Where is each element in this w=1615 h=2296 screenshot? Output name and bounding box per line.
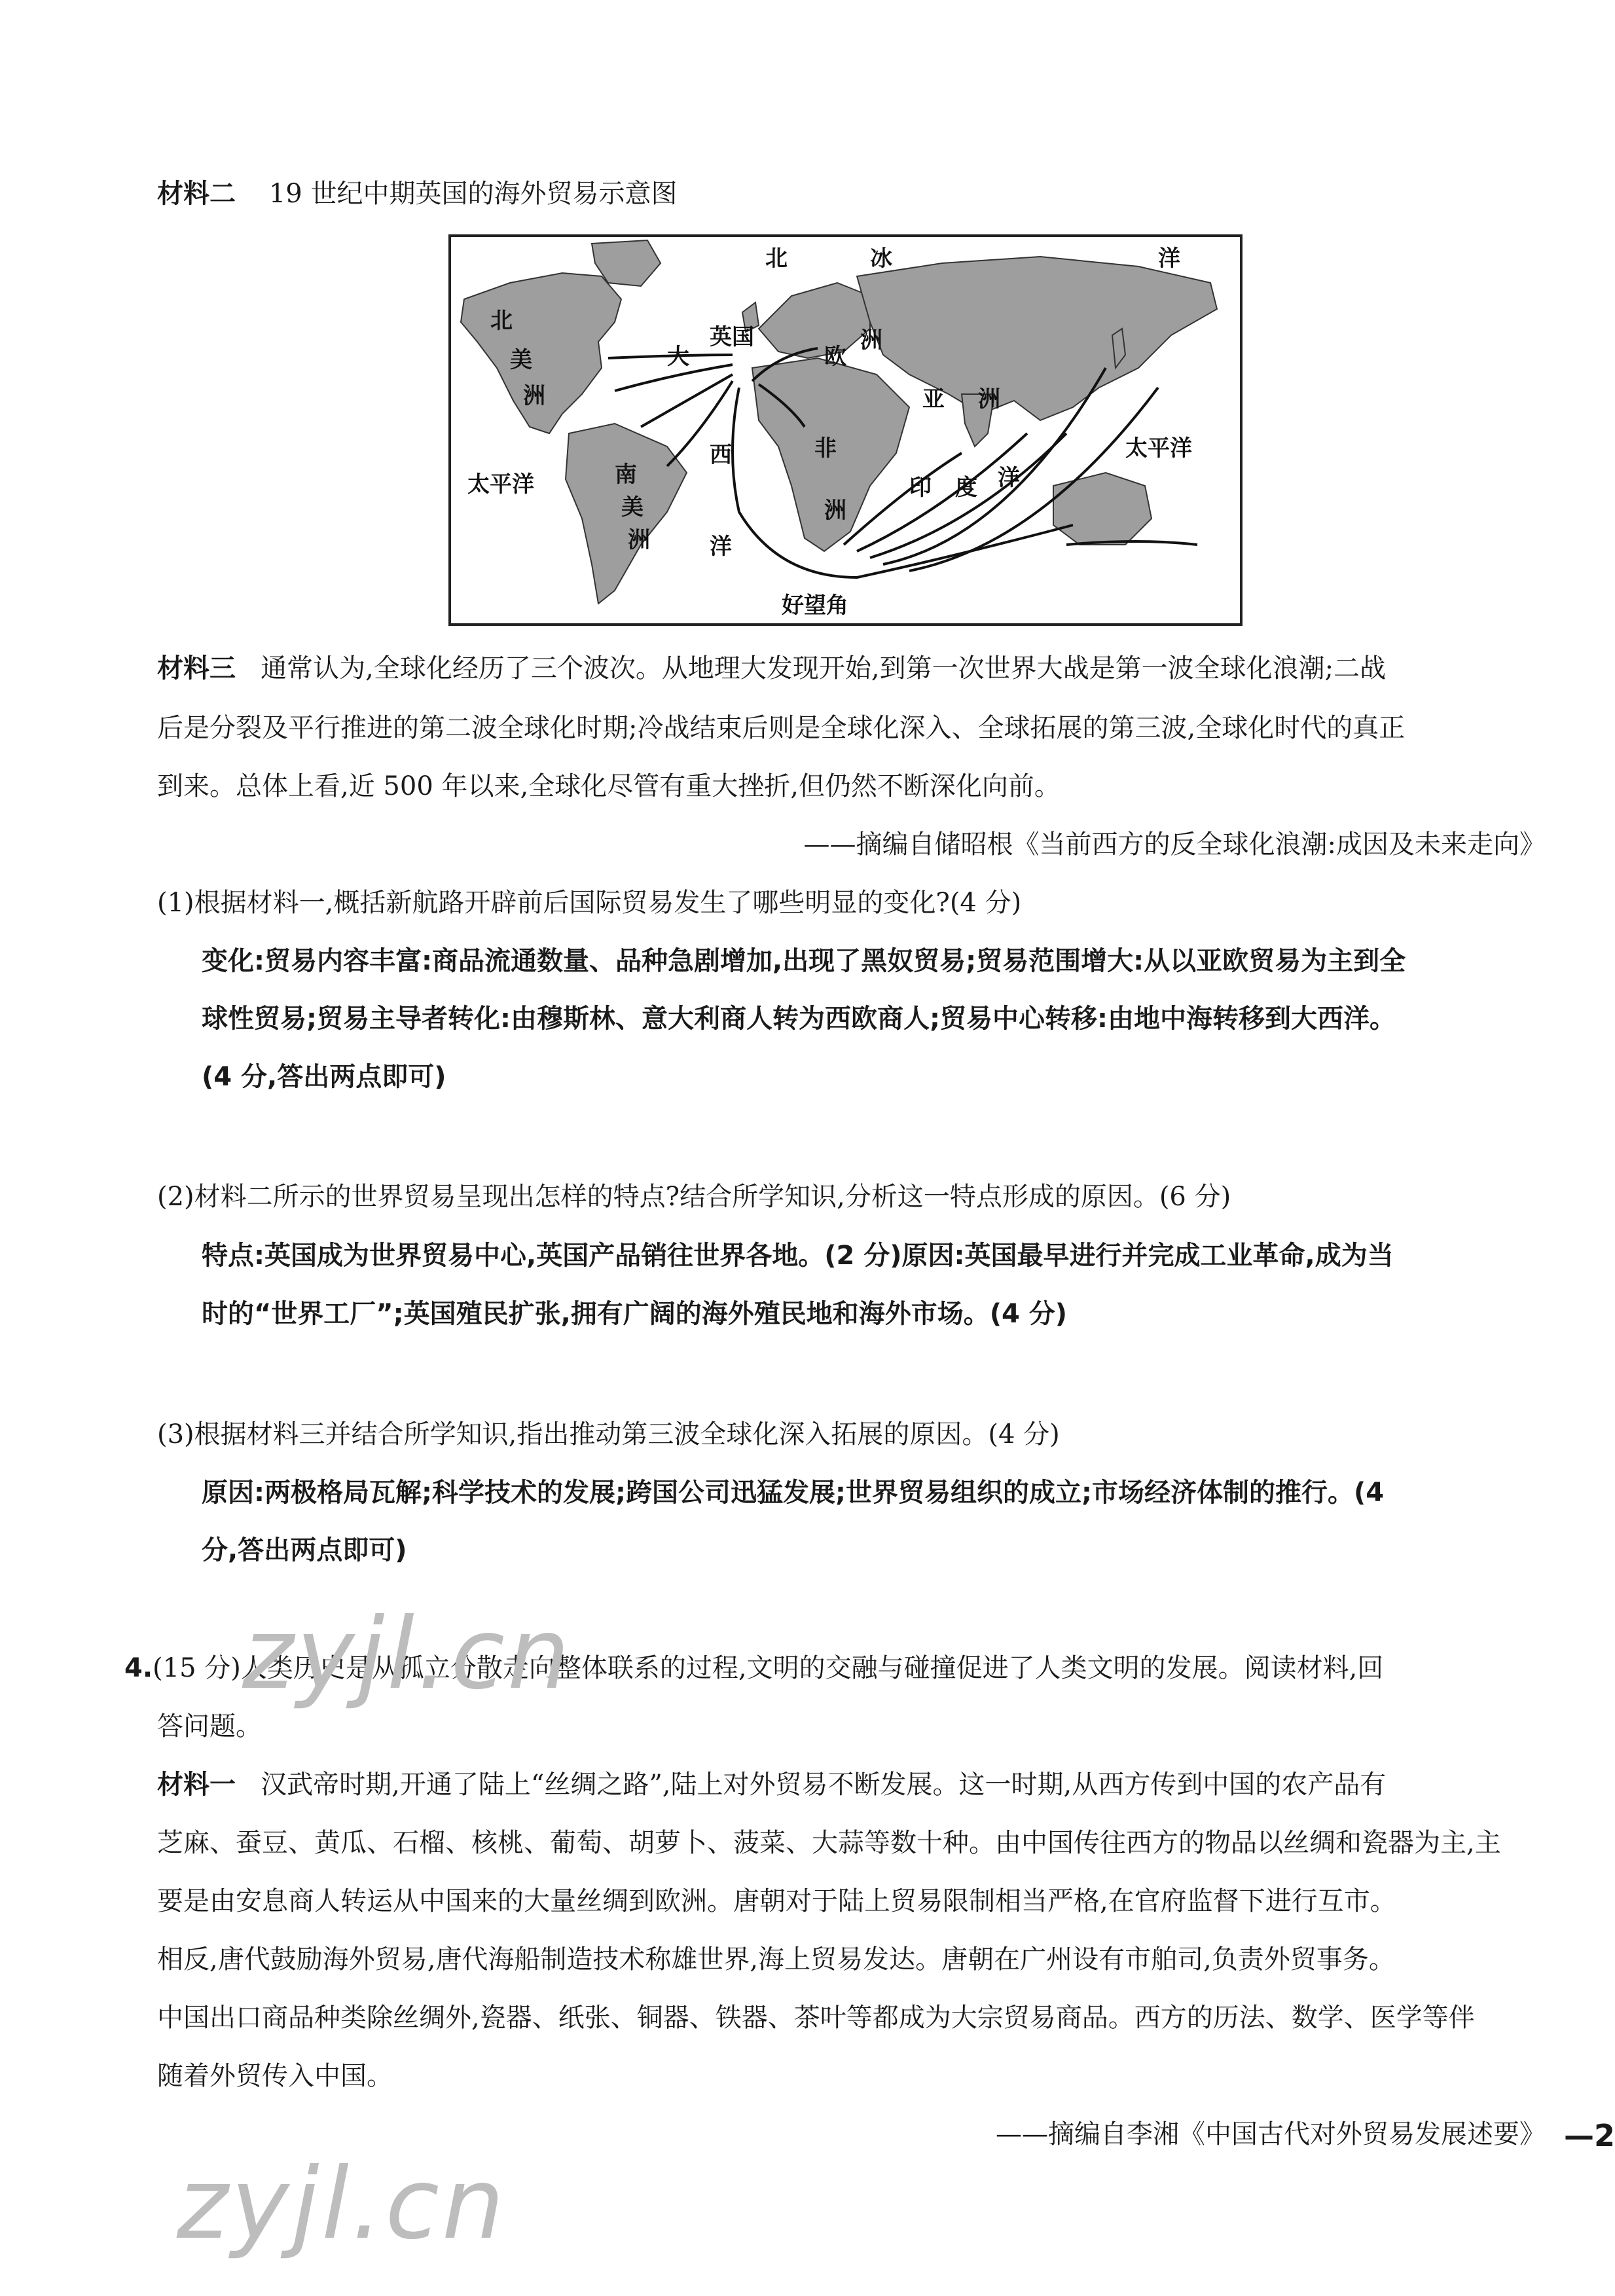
map-label-pac-left: 太平洋 (467, 471, 534, 498)
q4-material1-line-1 (157, 1766, 1386, 1803)
watermark-top: zyjl.cn (242, 1597, 573, 1711)
map-label-asia-1: 亚 (922, 386, 945, 412)
map-label-eu-1: 欧 (824, 344, 846, 370)
material2-label: 材料二 (157, 179, 236, 209)
map-label-eu-2: 洲 (860, 327, 882, 354)
q4-line-2: 答问题。 (157, 1711, 262, 1741)
page-number: —2 (1563, 2118, 1615, 2153)
watermark-bottom: zyjl.cn (177, 2147, 507, 2261)
q4-material1-line-6: 随着外贸传入中国。 (157, 2061, 393, 2091)
q4-text-1: (15 分)人类历史是从孤立分散走向整体联系的过程,文明的交融与碰撞促进了人类文明的发展。阅读材料,回 (153, 1653, 1384, 1683)
q4-material1-text-1: 汉武帝时期,开通了陆上“丝绸之路”,陆上对外贸易不断发展。这一时期,从西方传到中国的农产品有 (261, 1770, 1387, 1800)
q1-answer-3: (4 分,答出两点即可) (202, 1062, 446, 1092)
world-map-figure (451, 237, 1240, 623)
q4-number: 4. (124, 1653, 153, 1683)
q3-question: (3)根据材料三并结合所学知识,指出推动第三波全球化深入拓展的原因。(4 分) (157, 1419, 1060, 1449)
map-label-da: 大 (667, 344, 689, 370)
map-label-uk: 英国 (710, 324, 754, 350)
q3-answer-1: 原因:两极格局瓦解;科学技术的发展;跨国公司迅猛发展;世界贸易组织的成立;市场经济体制的推行。(4 (202, 1478, 1385, 1508)
map-label-ind-1: 印 (909, 475, 932, 501)
q1-question: (1)根据材料一,概括新航路开辟前后国际贸易发生了哪些明显的变化?(4 分) (157, 888, 1022, 918)
q2-question: (2)材料二所示的世界贸易呈现出怎样的特点?结合所学知识,分析这一特点形成的原因。(6 分) (157, 1182, 1231, 1212)
q4-material1-line-5: 中国出口商品种类除丝绸外,瓷器、纸张、铜器、铁器、茶叶等都成为大宗贸易商品。西方的历法、数学、医学等伴 (157, 2003, 1475, 2033)
map-label-sa-3: 洲 (628, 527, 650, 553)
map-label-north-3: 洋 (1158, 246, 1180, 272)
material3-source: ——摘编自储昭根《当前西方的反全球化浪潮:成因及未来走向》 (803, 829, 1546, 860)
q1-answer-2: 球性贸易;贸易主导者转化:由穆斯林、意大利商人转为西欧商人;贸易中心转移:由地中海转移到大西洋。 (202, 1004, 1396, 1034)
q4-material1-line-4: 相反,唐代鼓励海外贸易,唐代海船制造技术称雄世界,海上贸易发达。唐朝在广州设有市舶司,负责外贸事务。 (157, 1944, 1395, 1975)
map-label-cape: 好望角 (782, 592, 848, 619)
map-label-asia-2: 洲 (978, 386, 1000, 412)
material2-header (157, 175, 677, 212)
map-label-na-1: 北 (490, 308, 513, 334)
q2-answer-1: 特点:英国成为世界贸易中心,英国产品销往世界各地。(2 分)原因:英国最早进行并完成工业革命,成为当 (202, 1241, 1394, 1271)
map-label-na-3: 洲 (523, 383, 545, 409)
map-label-north-1: 北 (765, 246, 788, 272)
map-label-sa-1: 南 (615, 462, 637, 488)
material3-label: 材料三 (157, 653, 236, 683)
q4-material1-label: 材料一 (157, 1770, 236, 1800)
map-label-na-2: 美 (510, 347, 532, 373)
map-label-ind-3: 洋 (998, 465, 1020, 491)
map-label-sa-2: 美 (621, 494, 644, 520)
map-label-ind-2: 度 (955, 475, 977, 501)
trade-map (448, 234, 1243, 626)
q4-material1-line-2: 芝麻、蚕豆、黄瓜、石榴、核桃、葡萄、胡萝卜、菠菜、大蒜等数十种。由中国传往西方的物品以丝绸和瓷器为主,主 (157, 1828, 1501, 1858)
q3-answer-2: 分,答出两点即可) (202, 1535, 407, 1565)
material3-line-1 (157, 650, 1386, 687)
map-label-yang-atl: 洋 (710, 534, 732, 560)
material3-line-2: 后是分裂及平行推进的第二波全球化时期;冷战结束后则是全球化深入、全球拓展的第三波,全球化时代的真正 (157, 713, 1406, 743)
q4-material1-line-3: 要是由安息商人转运从中国来的大量丝绸到欧洲。唐朝对于陆上贸易限制相当严格,在官府监督下进行互市。 (157, 1886, 1396, 1916)
map-label-xi: 西 (710, 442, 732, 468)
q1-answer-1: 变化:贸易内容丰富:商品流通数量、品种急剧增加,出现了黑奴贸易;贸易范围增大:从以亚欧贸易为主到全 (202, 946, 1406, 976)
map-label-af-1: 非 (814, 435, 837, 462)
material3-text-1: 通常认为,全球化经历了三个波次。从地理大发现开始,到第一次世界大战是第一波全球化浪潮;二战 (261, 653, 1387, 683)
map-label-af-2: 洲 (824, 498, 846, 524)
map-label-north-2: 冰 (870, 246, 892, 272)
q2-answer-2: 时的“世界工厂”;英国殖民扩张,拥有广阔的海外殖民地和海外市场。(4 分) (202, 1299, 1068, 1329)
material3-line-3: 到来。总体上看,近 500 年以来,全球化尽管有重大挫折,但仍然不断深化向前。 (157, 771, 1061, 801)
map-label-pac-right: 太平洋 (1125, 435, 1192, 462)
q4-source: ——摘编自李湘《中国古代对外贸易发展述要》 (996, 2119, 1546, 2149)
material2-title: 19 世纪中期英国的海外贸易示意图 (268, 179, 678, 209)
